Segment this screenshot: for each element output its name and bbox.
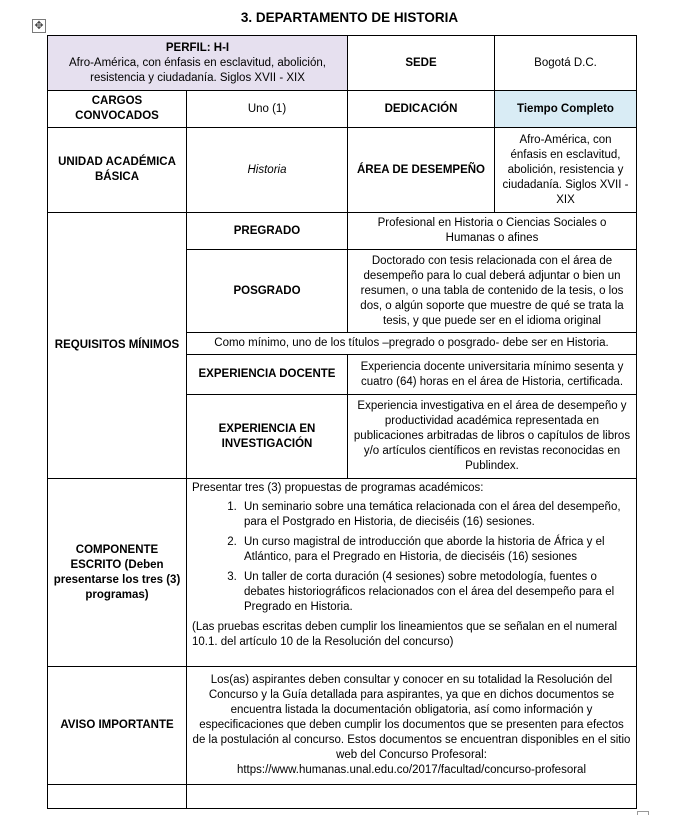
titulos-note: Como mínimo, uno de los títulos –pregrado o posgrado- debe ser en Historia. bbox=[187, 333, 637, 355]
posgrado-value: Doctorado con tesis relacionada con el área de desempeño para lo cual deberá adjuntar o bien un resumen, o una tabla de contenido de la tesis, o los dos, o algún soporte que muestre de qué se trata la tesis, y que puede ser en el idioma original bbox=[348, 250, 637, 333]
cargos-label: CARGOS CONVOCADOS bbox=[48, 91, 187, 128]
sede-value: Bogotá D.C. bbox=[495, 36, 637, 91]
table-move-handle-icon[interactable]: ✥ bbox=[32, 19, 46, 33]
area-label: ÁREA DE DESEMPEÑO bbox=[348, 128, 495, 213]
exp-invest-label: EXPERIENCIA EN INVESTIGACIÓN bbox=[187, 395, 348, 479]
aviso-text: Los(as) aspirantes deben consultar y conocer en su totalidad la Resolución del Concurso y la Guía detallada para aspirantes, ya que en dichos documentos se encuentra listada la documentación obligatoria, así como información y especificaciones que deben cumplir los documentos que se presenten para efectos de la postulación al concurso. Estos documentos se encuentran disponibles en el sitio web del Concurso Profesoral: bbox=[192, 674, 631, 761]
proposals-list bbox=[192, 500, 631, 615]
unidad-value: Historia bbox=[187, 128, 348, 213]
section-title: 3. DEPARTAMENTO DE HISTORIA bbox=[240, 10, 459, 25]
table-resize-handle-icon[interactable] bbox=[637, 811, 649, 815]
sede-label: SEDE bbox=[348, 36, 495, 91]
exp-invest-value: Experiencia investigativa en el área de desempeño y productividad académica representada en publicaciones arbitradas de libros o capítulos de libros y/o artículos científicos en revistas reconocidas en Publindex. bbox=[348, 395, 637, 479]
componente-label: COMPONENTE ESCRITO (Deben presentarse los tres (3) programas) bbox=[48, 479, 187, 667]
exp-docente-label: EXPERIENCIA DOCENTE bbox=[187, 355, 348, 395]
row-pregrado bbox=[48, 213, 637, 250]
area-value: Afro-América, con énfasis en esclavitud, abolición, resistencia y ciudadanía. Siglos XVII - XIX bbox=[495, 128, 637, 213]
row-aviso bbox=[48, 667, 637, 785]
aviso-body bbox=[187, 667, 637, 785]
pregrado-label: PREGRADO bbox=[187, 213, 348, 250]
exp-docente-value: Experiencia docente universitaria mínimo sesenta y cuatro (64) horas en el área de Historia, certificada. bbox=[348, 355, 637, 395]
empty-cell bbox=[187, 785, 637, 809]
list-item: 3. Un taller de corta duración (4 sesiones) sobre metodología, fuentes o debates historiográficos relacionados con el área del desempeño para el Pregrado en Historia. bbox=[240, 570, 631, 615]
componente-body bbox=[187, 479, 637, 667]
row-cargos bbox=[48, 91, 637, 128]
list-item: 2. Un curso magistral de introducción que aborde la historia de África y el Atlántico, para el Pregrado en Historia, de dieciséis (16) sesiones bbox=[240, 535, 631, 565]
requisitos-label: REQUISITOS MÍNIMOS bbox=[48, 213, 187, 479]
perfil-label: PERFIL: H-I bbox=[165, 41, 230, 54]
dedicacion-value: Tiempo Completo bbox=[495, 91, 637, 128]
list-item: 1. Un seminario sobre una temática relacionada con el área del desempeño, para el Postgrado en Historia, de dieciséis (16) sesiones. bbox=[240, 500, 631, 530]
empty-cell bbox=[48, 785, 187, 809]
posgrado-label: POSGRADO bbox=[187, 250, 348, 333]
perfil-cell bbox=[48, 36, 348, 91]
row-unidad bbox=[48, 128, 637, 213]
row-perfil bbox=[48, 36, 637, 91]
dedicacion-label: DEDICACIÓN bbox=[348, 91, 495, 128]
concurso-url-link[interactable]: https://www.humanas.unal.edu.co/2017/facultad/concurso-profesoral bbox=[236, 764, 587, 776]
cargos-value: Uno (1) bbox=[187, 91, 348, 128]
row-empty bbox=[48, 785, 637, 809]
row-componente bbox=[48, 479, 637, 667]
aviso-label: AVISO IMPORTANTE bbox=[48, 667, 187, 785]
perfil-description: Afro-América, con énfasis en esclavitud, abolición, resistencia y ciudadanía. Siglos XVII - XIX bbox=[69, 56, 326, 84]
unidad-label: UNIDAD ACADÉMICA BÁSICA bbox=[48, 128, 187, 213]
componente-intro: Presentar tres (3) propuestas de programas académicos: bbox=[192, 482, 484, 494]
profile-table bbox=[47, 35, 637, 809]
componente-note: (Las pruebas escritas deben cumplir los lineamientos que se señalan en el numeral 10.1. del artículo 10 de la Resolución del concurso) bbox=[192, 621, 618, 648]
pregrado-value: Profesional en Historia o Ciencias Sociales o Humanas o afines bbox=[348, 213, 637, 250]
